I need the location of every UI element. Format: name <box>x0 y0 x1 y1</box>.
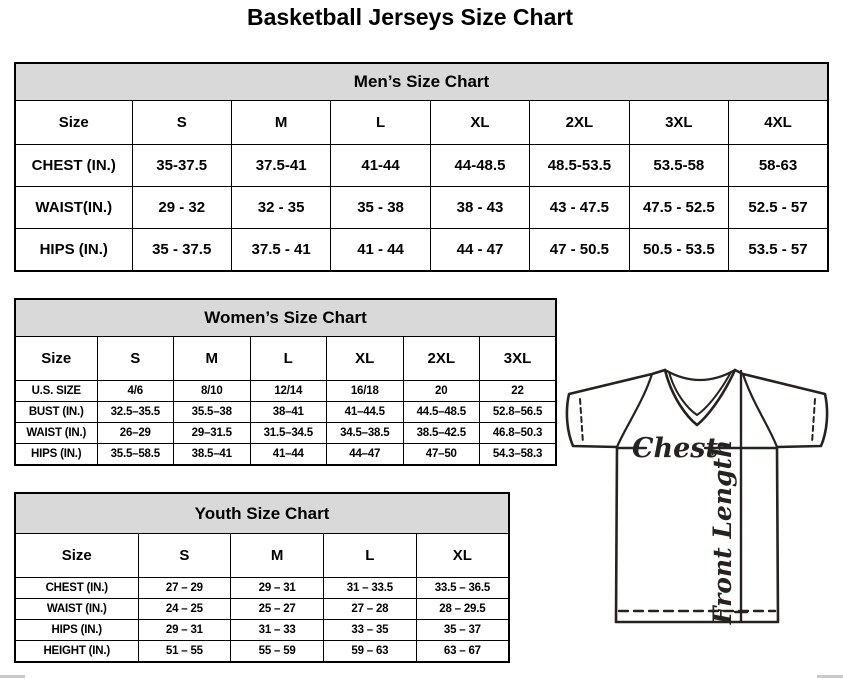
column-header: L <box>324 534 417 578</box>
womens-table-header-row <box>15 299 556 337</box>
table-cell: 47 - 50.5 <box>530 229 629 272</box>
row-label: BUST (IN.) <box>15 402 97 423</box>
table-row <box>15 381 556 402</box>
table-row <box>15 620 509 641</box>
table-cell: 27 – 29 <box>138 578 231 599</box>
table-row <box>15 145 828 187</box>
mens-table-header-row <box>15 63 828 101</box>
table-cell: 35 - 37.5 <box>132 229 231 272</box>
table-cell: 44–47 <box>327 444 404 466</box>
table-cell: 31 – 33.5 <box>324 578 417 599</box>
column-header: XL <box>416 534 509 578</box>
size-label: Size <box>15 534 138 578</box>
table-cell: 41-44 <box>331 145 430 187</box>
row-label: CHEST (IN.) <box>15 578 138 599</box>
table-cell: 38.5–42.5 <box>403 423 480 444</box>
table-cell: 24 – 25 <box>138 599 231 620</box>
table-row <box>15 444 556 466</box>
womens-table-title: Women’s Size Chart <box>15 299 556 337</box>
table-cell: 46.8–50.3 <box>480 423 557 444</box>
column-header: 4XL <box>729 101 828 145</box>
row-label: HEIGHT (IN.) <box>15 641 138 663</box>
table-cell: 53.5 - 57 <box>729 229 828 272</box>
table-cell: 58-63 <box>729 145 828 187</box>
table-cell: 35-37.5 <box>132 145 231 187</box>
row-label: WAIST (IN.) <box>15 423 97 444</box>
table-cell: 44-48.5 <box>430 145 529 187</box>
table-cell: 48.5-53.5 <box>530 145 629 187</box>
table-cell: 37.5-41 <box>231 145 330 187</box>
chest-label: Chest <box>632 433 718 464</box>
table-cell: 38 - 43 <box>430 187 529 229</box>
column-header: M <box>231 534 324 578</box>
mens-table-title: Men’s Size Chart <box>15 63 828 101</box>
column-header: S <box>97 337 174 381</box>
table-cell: 29–31.5 <box>174 423 251 444</box>
table-cell: 25 – 27 <box>231 599 324 620</box>
jersey-outline <box>567 370 827 622</box>
table-cell: 8/10 <box>174 381 251 402</box>
table-cell: 35 – 37 <box>416 620 509 641</box>
table-cell: 50.5 - 53.5 <box>629 229 728 272</box>
front-length-label: Front Length <box>708 439 737 625</box>
table-cell: 27 – 28 <box>324 599 417 620</box>
column-header: XL <box>327 337 404 381</box>
row-label: CHEST (IN.) <box>15 145 132 187</box>
table-cell: 47.5 - 52.5 <box>629 187 728 229</box>
row-label: U.S. SIZE <box>15 381 97 402</box>
table-cell: 55 – 59 <box>231 641 324 663</box>
table-row <box>15 423 556 444</box>
table-cell: 32.5–35.5 <box>97 402 174 423</box>
column-header: L <box>250 337 327 381</box>
table-cell: 28 – 29.5 <box>416 599 509 620</box>
column-header: 3XL <box>480 337 557 381</box>
column-header: XL <box>430 101 529 145</box>
size-label: Size <box>15 101 132 145</box>
left-cuff-dashed-line <box>580 399 583 443</box>
table-cell: 41 - 44 <box>331 229 430 272</box>
table-row <box>15 641 509 663</box>
table-cell: 16/18 <box>327 381 404 402</box>
table-cell: 38–41 <box>250 402 327 423</box>
youth-size-header-row <box>15 534 509 578</box>
table-cell: 44.5–48.5 <box>403 402 480 423</box>
scrollbar-fragment-left <box>0 675 25 678</box>
table-cell: 33 – 35 <box>324 620 417 641</box>
table-cell: 43 - 47.5 <box>530 187 629 229</box>
table-cell: 53.5-58 <box>629 145 728 187</box>
womens-size-header-row <box>15 337 556 381</box>
table-cell: 33.5 – 36.5 <box>416 578 509 599</box>
table-cell: 29 - 32 <box>132 187 231 229</box>
youth-table-header-row <box>15 493 509 534</box>
row-label: WAIST (IN.) <box>15 599 138 620</box>
table-cell: 38.5–41 <box>174 444 251 466</box>
table-cell: 51 – 55 <box>138 641 231 663</box>
table-cell: 31 – 33 <box>231 620 324 641</box>
table-row <box>15 599 509 620</box>
row-label: HIPS (IN.) <box>15 444 97 466</box>
table-cell: 20 <box>403 381 480 402</box>
table-row <box>15 402 556 423</box>
mens-size-header-row <box>15 101 828 145</box>
table-row <box>15 187 828 229</box>
table-cell: 22 <box>480 381 557 402</box>
column-header: 2XL <box>530 101 629 145</box>
table-cell: 35.5–58.5 <box>97 444 174 466</box>
table-cell: 26–29 <box>97 423 174 444</box>
size-label: Size <box>15 337 97 381</box>
table-cell: 52.5 - 57 <box>729 187 828 229</box>
column-header: M <box>231 101 330 145</box>
youth-table-title: Youth Size Chart <box>15 493 509 534</box>
table-cell: 4/6 <box>97 381 174 402</box>
table-cell: 37.5 - 41 <box>231 229 330 272</box>
page-title: Basketball Jerseys Size Chart <box>246 4 573 30</box>
table-row <box>15 229 828 272</box>
table-cell: 34.5–38.5 <box>327 423 404 444</box>
column-header: 2XL <box>403 337 480 381</box>
table-cell: 54.3–58.3 <box>480 444 557 466</box>
jersey-diagram-drawing <box>555 360 840 625</box>
table-cell: 63 – 67 <box>416 641 509 663</box>
table-row <box>15 578 509 599</box>
table-cell: 31.5–34.5 <box>250 423 327 444</box>
youth-size-table <box>14 492 510 663</box>
table-cell: 47–50 <box>403 444 480 466</box>
collar-back-line <box>665 370 735 380</box>
mens-size-table <box>14 62 829 272</box>
table-cell: 44 - 47 <box>430 229 529 272</box>
collar-outer-v <box>665 370 735 425</box>
right-cuff-dashed-line <box>812 399 815 443</box>
table-cell: 52.8–56.5 <box>480 402 557 423</box>
row-label: WAIST(IN.) <box>15 187 132 229</box>
table-cell: 59 – 63 <box>324 641 417 663</box>
scrollbar-fragment-right <box>817 675 843 678</box>
table-cell: 32 - 35 <box>231 187 330 229</box>
table-cell: 41–44.5 <box>327 402 404 423</box>
table-cell: 29 – 31 <box>138 620 231 641</box>
column-header: 3XL <box>629 101 728 145</box>
column-header: S <box>138 534 231 578</box>
table-cell: 35.5–38 <box>174 402 251 423</box>
column-header: L <box>331 101 430 145</box>
womens-size-table <box>14 298 557 466</box>
table-cell: 29 – 31 <box>231 578 324 599</box>
table-cell: 12/14 <box>250 381 327 402</box>
jersey-measurement-diagram <box>555 360 840 625</box>
right-armhole-seam <box>743 374 777 447</box>
table-cell: 41–44 <box>250 444 327 466</box>
column-header: M <box>174 337 251 381</box>
table-cell: 35 - 38 <box>331 187 430 229</box>
row-label: HIPS (IN.) <box>15 620 138 641</box>
row-label: HIPS (IN.) <box>15 229 132 272</box>
column-header: S <box>132 101 231 145</box>
